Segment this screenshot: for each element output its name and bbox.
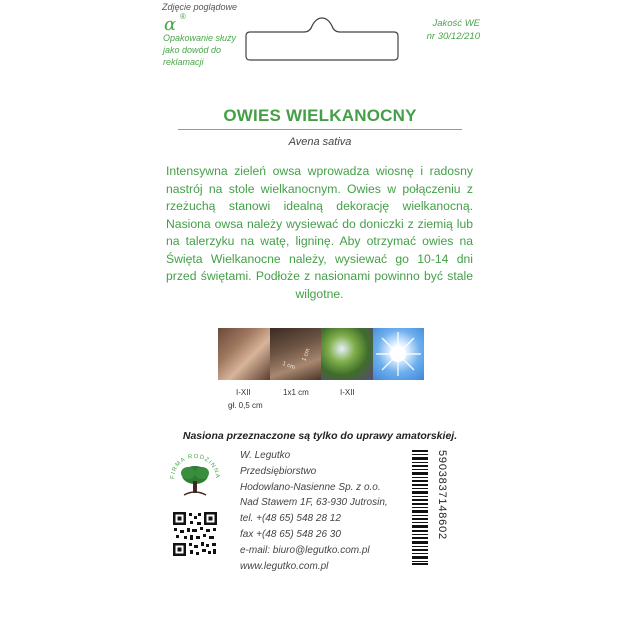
photo-harvest	[321, 328, 373, 380]
photo-sunlight	[373, 328, 425, 380]
barcode-digits: 5903837148602	[436, 450, 448, 540]
company-line: www.legutko.com.pl	[240, 560, 329, 572]
product-description: Intensywna zieleń owsa wprowadza wiosnę i radosny nastrój na stole wielkanocnym. Owies w połączeniu z rzeżuchą stanowi idealną dekorację wielkanocną. Nasiona owsa należy wysiewać do doniczki z ziemią lub na talerzyku na watę, ligninę. Aby otrzymać owies na Święta Wielkanocne należy, wysiewać go 10-14 dni przed świętami. Podłoże z nasionami powinno być stale wilgotne.	[166, 164, 473, 301]
tree-logo-text: FIRMA RODZINNA	[169, 453, 221, 480]
harvest-months-label: I-XII	[340, 388, 355, 397]
hang-hole-outline	[244, 16, 400, 64]
barcode	[412, 450, 428, 565]
title-divider	[178, 129, 462, 130]
company-line: tel. +(48 65) 548 28 12	[240, 513, 341, 525]
company-line: e-mail: biuro@legutko.com.pl	[240, 544, 370, 556]
amateur-use-note: Nasiona przeznaczone są tylko do uprawy amatorskiej.	[182, 430, 458, 442]
company-line: fax +(48 65) 548 26 30	[240, 528, 341, 540]
family-company-tree-logo	[166, 445, 224, 507]
ruler-label-b: 1 cm	[300, 347, 312, 363]
company-line: Hodowlano-Nasienne Sp. z o.o.	[240, 481, 381, 493]
photo-sowing-spacing	[270, 328, 322, 380]
qr-code	[172, 511, 218, 557]
company-info	[240, 448, 410, 574]
sowing-photo-strip	[218, 328, 424, 380]
sowing-depth-label: gł. 0,5 cm	[228, 401, 263, 410]
quality-info	[390, 17, 480, 43]
product-title: OWIES WIELKANOCNY	[223, 106, 417, 125]
alpha-quality-logo: α	[164, 14, 177, 35]
ruler-label-a: 1 cm	[280, 360, 296, 372]
registered-mark: ®	[180, 12, 186, 21]
company-line: Nad Stawem 1F, 63-930 Jutrosin,	[240, 497, 388, 509]
packaging-complaint-note: Opakowanie służy jako dowód do reklamacji	[163, 33, 237, 67]
latin-name: Avena sativa	[288, 136, 352, 148]
sowing-months-label: I-XII	[236, 388, 251, 397]
company-line: Przedsiębiorstwo	[240, 465, 317, 477]
photo-sowing-hands	[218, 328, 270, 380]
company-line: W. Legutko	[240, 450, 291, 461]
preview-photo-note: Zdjęcie poglądowe	[162, 2, 238, 12]
sun-icon	[373, 328, 424, 380]
quality-line-2: nr 30/12/210	[426, 31, 480, 42]
sowing-spacing-label: 1x1 cm	[283, 388, 309, 397]
quality-line-1: Jakość WE	[432, 18, 480, 29]
